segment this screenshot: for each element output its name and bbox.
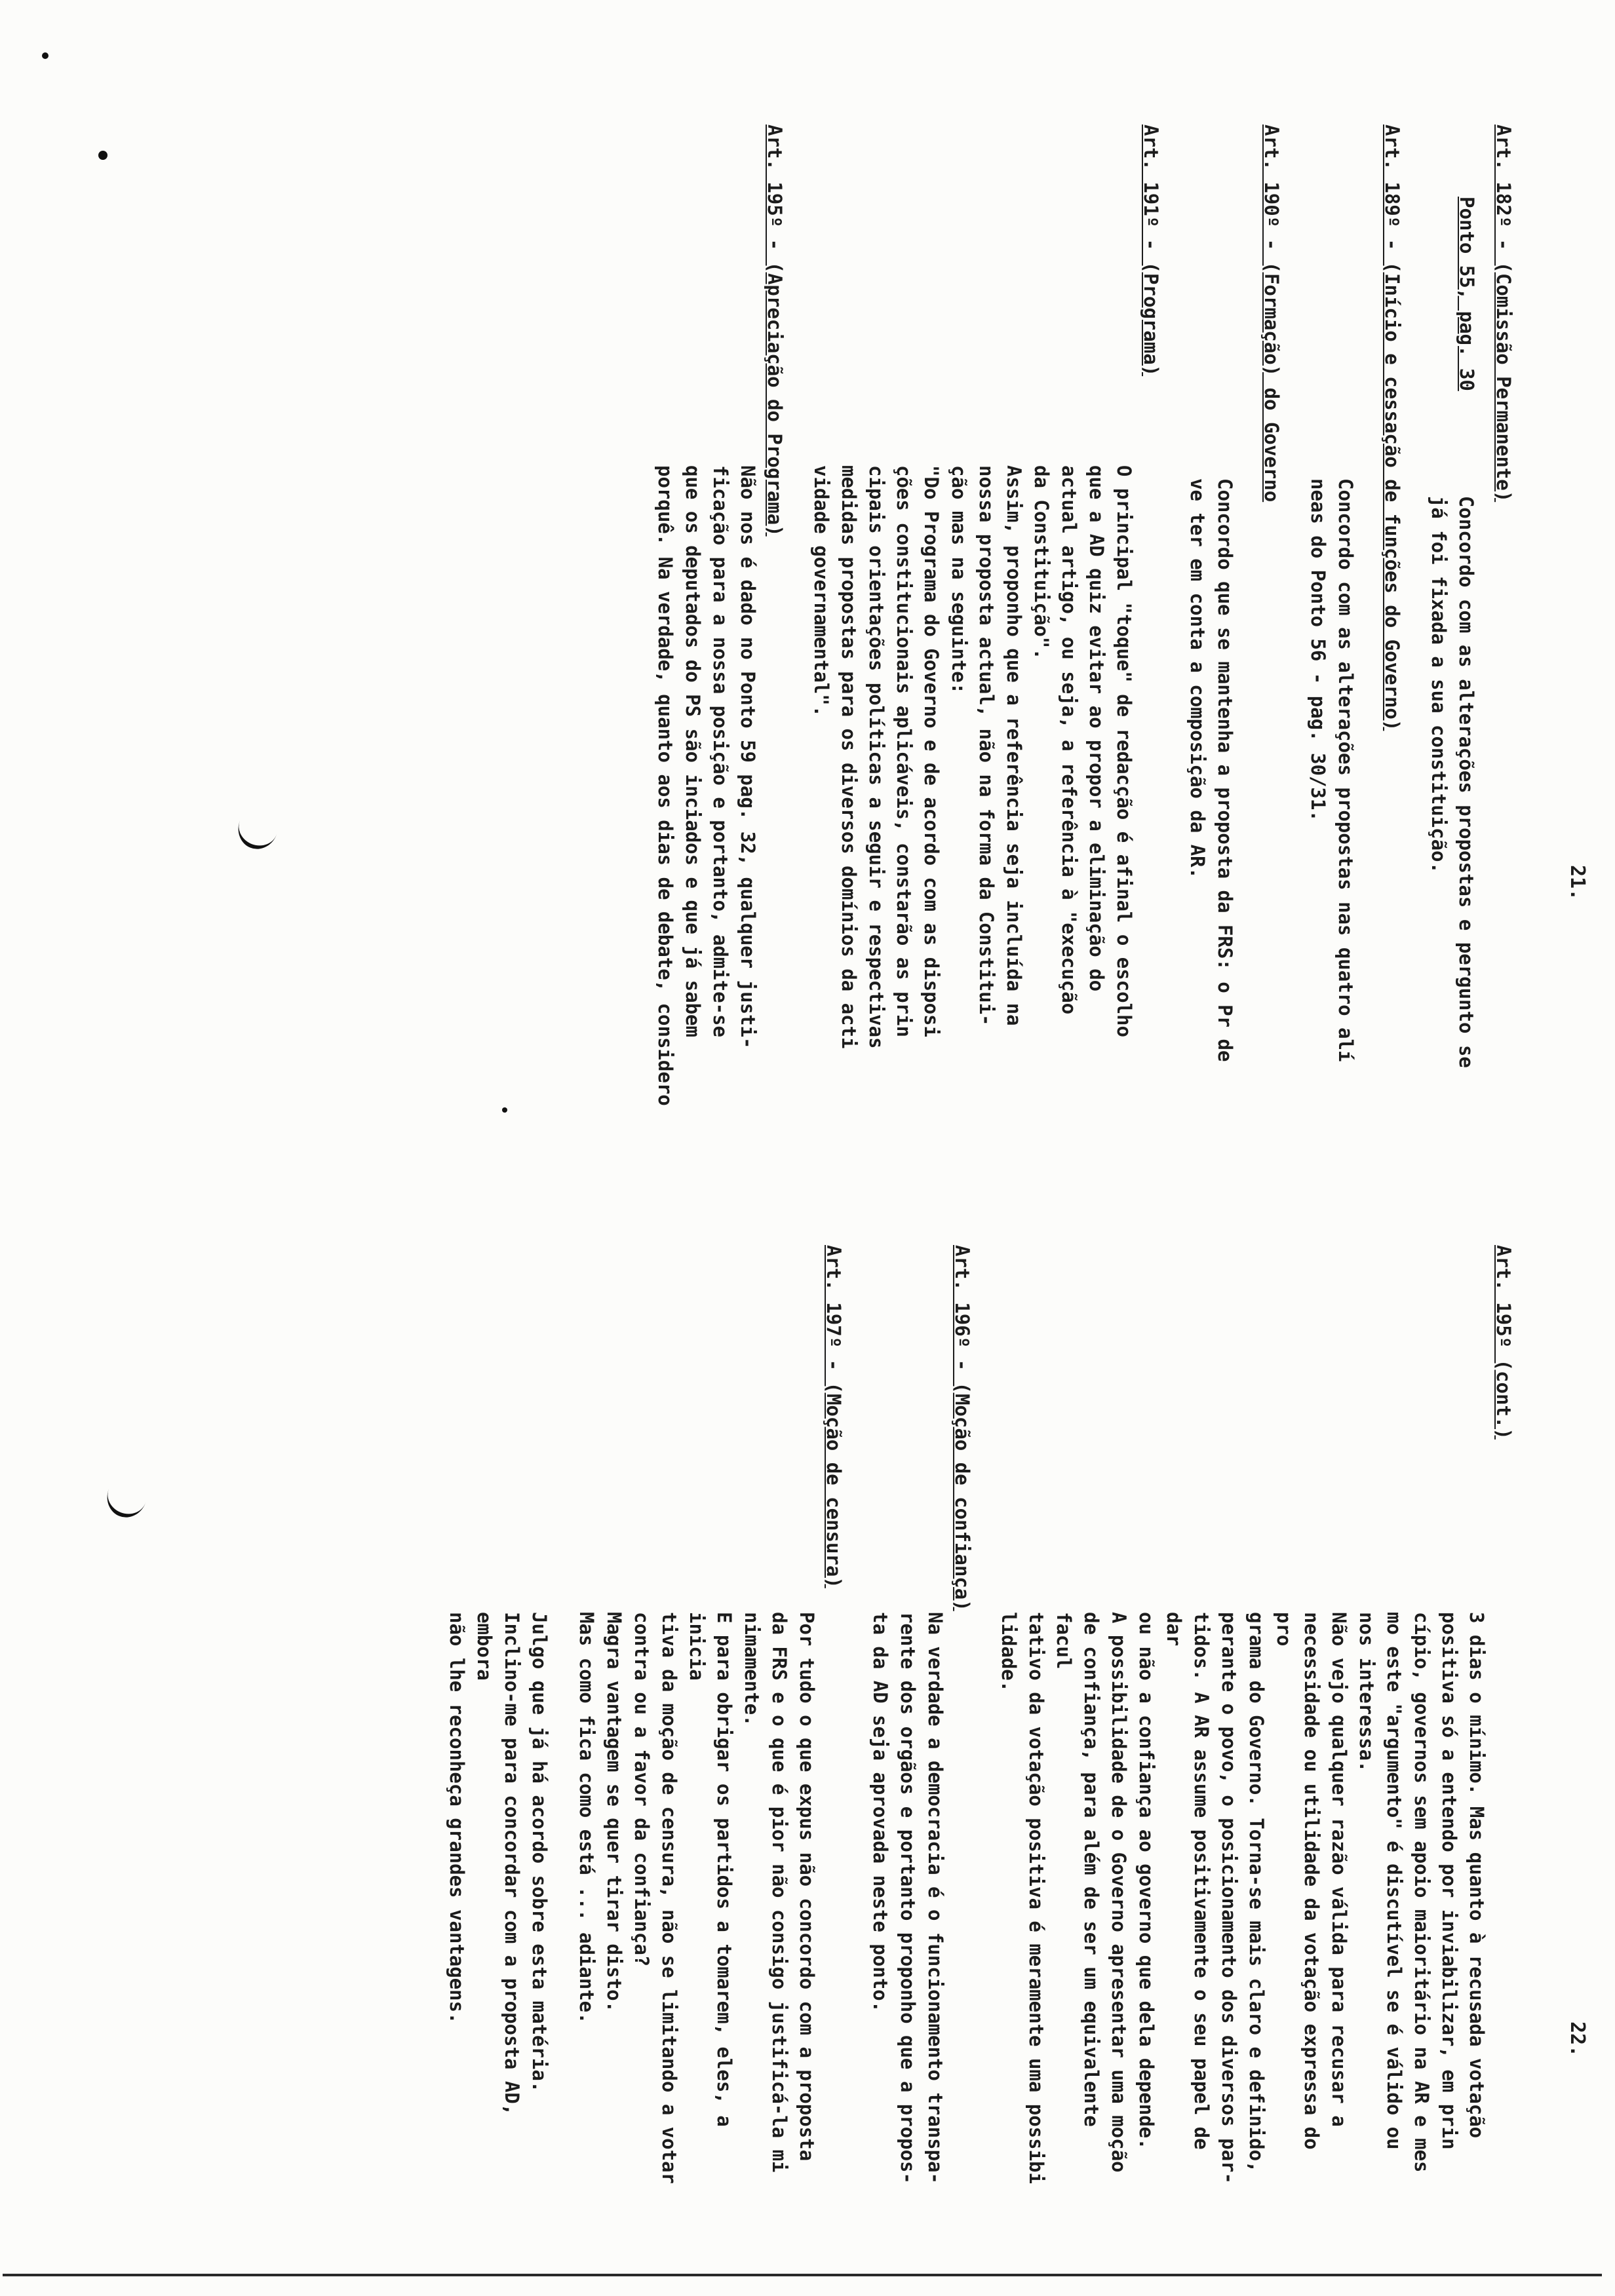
article-182 [1425,124,1517,1134]
article-195-text: Não nos é dado no Ponto 59 pag. 32, qualquer justi- ficação para a nossa posição e portanto, admite-se que os deputados do PS são inciados e que já sabem porquê. Na verdade, quanto aos dias de debate, considero [654,465,759,1106]
article-195-continued-title: Art. 195º (cont.) [1492,1245,1515,1440]
article-197-text: Por tudo o que expus não concordo com a proposta da FRS e o que é pior não consigo justificá-la mi nimamente. E para obrigar os partidos a tomarem, eles, a inicia tiva da moção de censura, não se limitando a votar contra ou a favor da confiança? Magra vantagem se quer tirar disto. Mas como fica como está ... adiante. [575,1612,818,2184]
article-182-title: Art. 182º - (Comissão Permanente) [1492,124,1515,503]
page-edge-line [3,2274,1602,2276]
article-196-text: Na verdade a democracia é o funcionamento transpa- rente dos orgãos e portanto proponho que a propos- ta da AD seja aprovada neste ponto. [869,1612,946,2184]
article-197-title: Art. 197º - (Moção de censura) [823,1245,845,1588]
article-195 [652,124,788,1134]
closing-remarks [443,1245,553,2189]
scan-mark [233,801,284,855]
page-number-22: 22. [1566,2021,1589,2057]
article-191-text: O principal "toque" de redacção é afinal o escolho que a AD quiz evitar ao propor a eliminação do actual artigo, ou seja, a referência à "execução da Constituição". Assim, proponho que a referência seja incluída na nossa proposta actual, não na forma da Constitui- ção mas na seguinte: "Do Programa do Governo e de acordo com as disposi ções constitucionais aplicáveis, constarão as prin cipais orientações políticas a seguir e respectivas medidas propostas para os diversos domínios da acti vidade governamental". [810,465,1135,1049]
article-190-text: Concordo que se mantenha a proposta da FRS: o Pr de ve ter em conta a composição da AR. [1186,478,1236,1062]
article-182-reference: Ponto 55, pag. 30 [1456,197,1478,391]
article-195-continued-paragraph-2: Não vejo qualquer razão válida para recusar a necessidade ou utilidade da votação expressa do pro grama do Governo. Torna-se mais claro e definido, perante o povo, o posicionamento dos diversos par- tidos. A AR assume positivamente o seu papel de dar ou não a confiança ao governo que dela depende. [1135,1612,1350,2184]
left-page [652,124,1517,1134]
article-195-continued-paragraph-3: A possibilidade de o Governo apresentar uma moção de confiança, para além de ser um equivalente facul tativo da votação positiva é meramente uma possibi lidade. [998,1612,1130,2184]
article-182-text: Concordo com as alterações propostas e pergunto se já foi fixada a sua constituição. [1428,495,1477,1068]
scan-speck [98,151,107,160]
article-189 [1304,124,1405,1134]
article-195-continued-paragraph-1: 3 dias o mínimo. Mas quanto à recusada votação positiva só a entendo por inviabilizar, em prin cípio, governos sem apoio maioritário na AR e mes mo este "argumento" é discutível se é válido ou nos interessa. [1355,1612,1488,2173]
article-191-title: Art. 191º - (Programa) [1140,124,1162,377]
scan-speck [502,1107,507,1113]
article-190-title: Art. 190º - (Formação) do Governo [1260,124,1283,503]
article-189-text: Concordo com as alterações propostas nas quatro alí neas do Ponto 56 - pag. 30/31. [1307,478,1357,1062]
scan-mark [102,1469,153,1523]
article-189-title: Art. 189º - (Início e cessação de funções do Governo) [1381,124,1403,731]
article-190 [1184,124,1285,1134]
article-195-title: Art. 195º - (Apreciação do Programa) [764,124,786,537]
closing-remarks-text: Julgo que já há acordo sobre esta matéria. Inclino-me para concordar com a proposta AD, embora não lhe reconheça grandes vantagens. [446,1612,551,2116]
right-page [443,1245,1517,2189]
scan-speck [42,52,49,59]
article-196-title: Art. 196º - (Moção de confiança) [951,1245,973,1611]
article-196 [866,1245,975,2189]
page-number-21: 21. [1566,865,1589,901]
article-197 [573,1245,847,2189]
article-195-continued [995,1245,1517,2189]
article-191 [808,124,1164,1134]
